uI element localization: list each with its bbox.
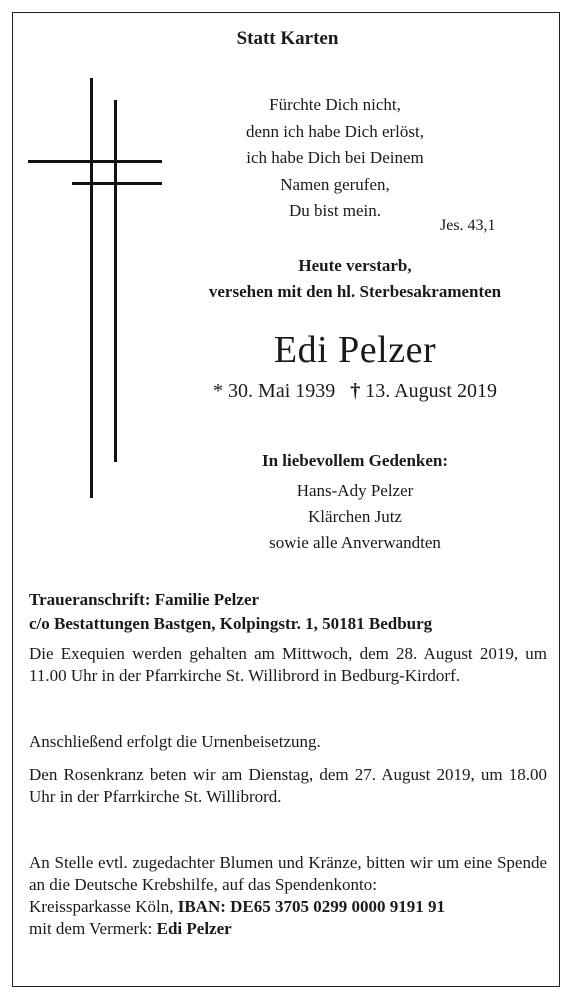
address-line: Traueranschrift: Familie Pelzer: [29, 590, 260, 609]
birth-date: * 30. Mai 1939: [213, 380, 336, 402]
iban: IBAN: DE65 3705 0299 0000 9191 91: [177, 897, 446, 916]
verse-reference: Jes. 43,1: [440, 217, 496, 234]
exequien-paragraph: Die Exequien werden gehalten am Mittwoch, dem 28. August 2019, um 11.00 Uhr in der Pfarrkirche St. Willibrord in Bedburg-Kirdorf.: [29, 644, 547, 685]
verse-line: Namen gerufen,: [280, 174, 390, 194]
vermerk-label: mit dem Vermerk:: [29, 919, 157, 938]
rosenkranz-paragraph: Den Rosenkranz beten wir am Dienstag, dem 27. August 2019, um 18.00 Uhr in der Pfarrkirche St. Willibrord.: [29, 765, 547, 806]
memory-heading: In liebevollem Gedenken:: [261, 451, 449, 470]
verse-line: ich habe Dich bei Deinem: [246, 148, 424, 167]
donation-intro: An Stelle evtl. zugedachter Blumen und Kränze, bitten wir um eine Spende an die Deutsche Krebshilfe, auf das Spendenkonto:: [29, 853, 547, 894]
death-cross-icon: †: [350, 380, 361, 402]
verse-line: denn ich habe Dich erlöst,: [246, 121, 424, 141]
address-block: [29, 588, 547, 636]
urne-paragraph: Anschließend erfolgt die Urnenbeisetzung.: [29, 732, 321, 751]
mourner: Klärchen Jutz: [308, 507, 402, 526]
bible-verse: [200, 92, 470, 225]
announcement-line: Heute verstarb,: [298, 256, 412, 275]
mourner: sowie alle Anverwandten: [269, 533, 441, 552]
donation-paragraph: [29, 852, 547, 940]
death-date: 13. August 2019: [365, 380, 497, 402]
memory-block: [170, 448, 540, 556]
verse-line: Fürchte Dich nicht,: [269, 95, 401, 114]
address-line: c/o Bestattungen Bastgen, Kolpingstr. 1, 50181 Bedburg: [29, 614, 433, 633]
vermerk-name: Edi Pelzer: [156, 919, 232, 938]
verse-line: Du bist mein.: [288, 201, 382, 220]
mourner: Hans-Ady Pelzer: [296, 481, 414, 500]
vermerk-line: [29, 918, 547, 940]
bank-name: Kreissparkasse Köln,: [29, 897, 178, 916]
deceased-name: Edi Pelzer: [273, 329, 437, 371]
announcement: [170, 253, 540, 305]
header-title: Statt Karten: [236, 28, 339, 49]
bank-line: [29, 896, 547, 918]
life-dates: [170, 380, 540, 403]
announcement-line: versehen mit den hl. Sterbesakramenten: [208, 282, 502, 301]
